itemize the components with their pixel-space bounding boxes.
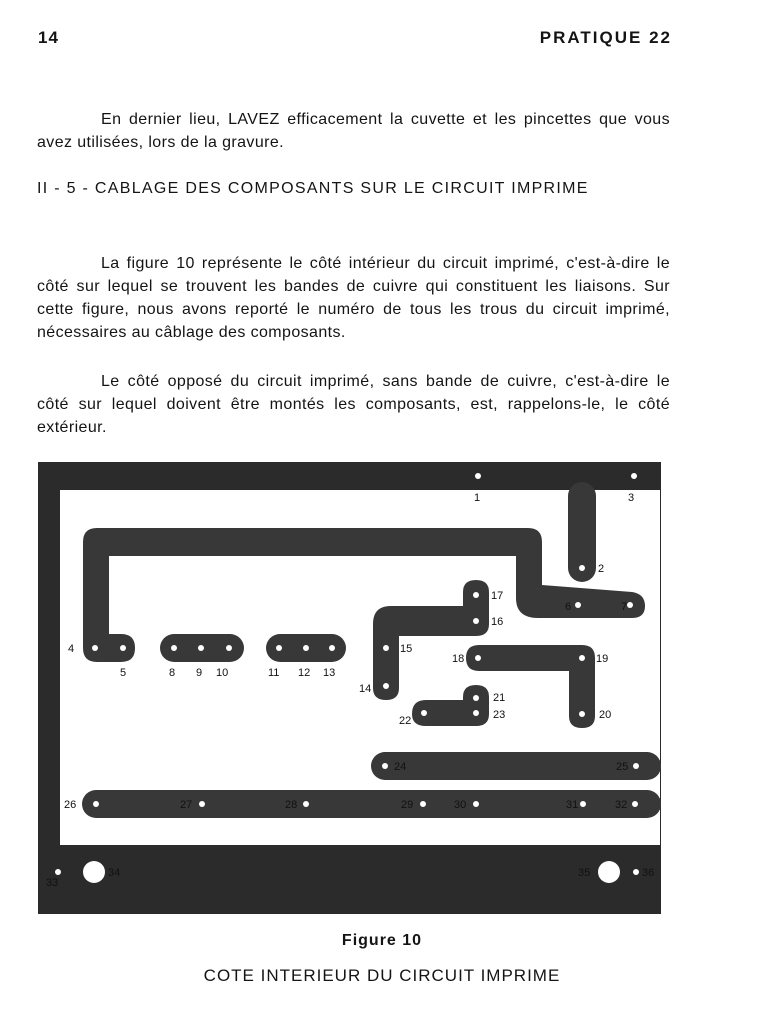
hole-23: [473, 710, 479, 716]
hole-22: [421, 710, 427, 716]
hole-label: 25: [616, 761, 629, 773]
hole-1: [475, 473, 481, 479]
hole-28: [303, 801, 309, 807]
hole-label: 12: [298, 667, 311, 679]
hole-10: [226, 645, 232, 651]
mounting-hole-34: [83, 861, 105, 883]
hole-26: [93, 801, 99, 807]
hole-label: 36: [642, 867, 655, 879]
hole-label: 10: [216, 667, 229, 679]
paragraph-3: [37, 370, 670, 439]
hole-label: 2: [598, 563, 605, 575]
hole-16: [473, 618, 479, 624]
hole-14: [383, 683, 389, 689]
hole-label: 33: [46, 877, 59, 889]
hole-21: [473, 695, 479, 701]
hole-label: 13: [323, 667, 336, 679]
hole-19: [579, 655, 585, 661]
hole-11: [276, 645, 282, 651]
hole-label: 18: [452, 653, 465, 665]
circuit-board-svg: [38, 462, 661, 914]
hole-label: 7: [621, 601, 628, 613]
hole-label: 4: [68, 643, 75, 655]
hole-30: [473, 801, 479, 807]
hole-label: 5: [120, 667, 127, 679]
hole-31: [580, 801, 586, 807]
hole-label: 28: [285, 799, 298, 811]
hole-label: 34: [108, 867, 121, 879]
hole-4: [92, 645, 98, 651]
hole-3: [631, 473, 637, 479]
hole-label: 31: [566, 799, 579, 811]
hole-15: [383, 645, 389, 651]
hole-20: [579, 711, 585, 717]
hole-6: [575, 602, 581, 608]
hole-17: [473, 592, 479, 598]
hole-label: 6: [565, 601, 572, 613]
hole-label: 3: [628, 492, 635, 504]
figure-label: Figure 10: [341, 932, 423, 949]
paragraph-1-text: En dernier lieu, LAVEZ efficacement la cuvette et les pincettes que vous avez utilisées, lors de la gravure.: [37, 111, 670, 151]
hole-label: 22: [399, 715, 412, 727]
hole-label: 30: [454, 799, 467, 811]
hole-25: [633, 763, 639, 769]
hole-label: 21: [493, 692, 506, 704]
hole-label: 9: [196, 667, 203, 679]
hole-label: 19: [596, 653, 609, 665]
paragraph-2-text: La figure 10 représente le côté intérieur du circuit imprimé, c'est-à-dire le côté sur lequel se trouvent les bandes de cuivre qui constituent les liaisons. Sur cette figure, nous avons reporté le numéro de tous les trous du circuit imprimé, nécessaires au câblage des composants.: [37, 255, 670, 341]
paragraph-2: [37, 252, 670, 344]
hole-9: [198, 645, 204, 651]
hole-label: 16: [491, 616, 504, 628]
hole-label: 8: [169, 667, 176, 679]
section-heading: II - 5 - CABLAGE DES COMPOSANTS SUR LE CIRCUIT IMPRIME: [37, 180, 589, 197]
header-title: PRATIQUE 22: [539, 28, 672, 47]
hole-36: [633, 869, 639, 875]
hole-8: [171, 645, 177, 651]
hole-label: 24: [394, 761, 407, 773]
paragraph-1: [37, 108, 670, 154]
hole-29: [420, 801, 426, 807]
mounting-hole-35: [598, 861, 620, 883]
hole-label: 26: [64, 799, 77, 811]
hole-label: 27: [180, 799, 193, 811]
hole-label: 11: [268, 667, 280, 679]
hole-33: [55, 869, 61, 875]
figure-caption: COTE INTERIEUR DU CIRCUIT IMPRIME: [203, 966, 561, 985]
hole-18: [475, 655, 481, 661]
hole-5: [120, 645, 126, 651]
hole-7: [627, 602, 633, 608]
hole-label: 14: [359, 683, 372, 695]
hole-label: 29: [401, 799, 414, 811]
hole-27: [199, 801, 205, 807]
hole-32: [632, 801, 638, 807]
hole-label: 20: [599, 709, 612, 721]
hole-label: 32: [615, 799, 628, 811]
hole-12: [303, 645, 309, 651]
hole-2: [579, 565, 585, 571]
hole-label: 15: [400, 643, 413, 655]
hole-label: 17: [491, 590, 504, 602]
paragraph-3-text: Le côté opposé du circuit imprimé, sans bande de cuivre, c'est-à-dire le côté sur lequel doivent être montés les composants, est, rappelons-le, le côté extérieur.: [37, 373, 670, 436]
hole-24: [382, 763, 388, 769]
circuit-board-figure: [38, 462, 661, 914]
hole-label: 35: [578, 867, 591, 879]
hole-13: [329, 645, 335, 651]
hole-label: 23: [493, 709, 506, 721]
page-number: 14: [38, 28, 59, 47]
hole-label: 1: [474, 492, 481, 504]
